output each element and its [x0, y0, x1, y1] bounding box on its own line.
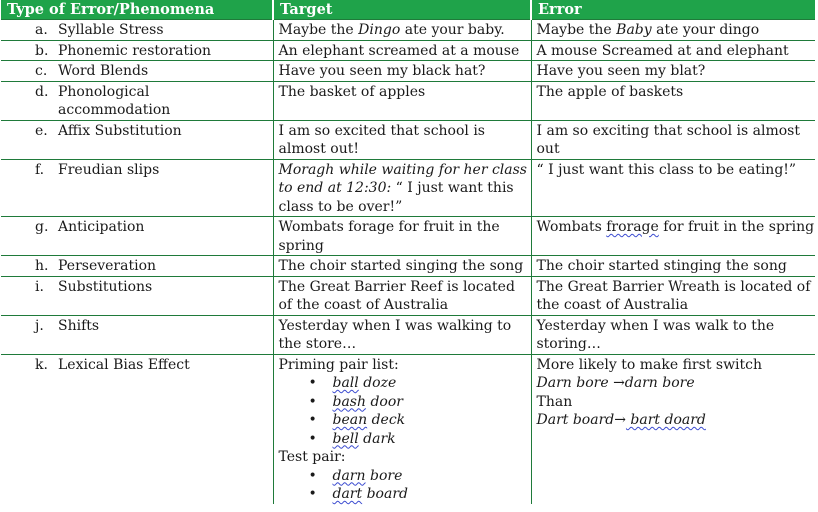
error-cell: Have you seen my blat?	[531, 61, 815, 82]
row-type: Lexical Bias Effect	[58, 356, 190, 373]
row-letter: k.	[35, 356, 48, 373]
list-item: • bean deck	[279, 411, 531, 430]
table-row	[1, 315, 815, 354]
error-cell: “ I just want this class to be eating!”	[531, 159, 815, 217]
table-row	[1, 159, 815, 217]
error-cell: Wombats frorage for fruit in the spring	[531, 217, 815, 256]
error-cell: More likely to make first switch Darn bore →darn bore Than Dart board→ bart doard	[531, 354, 815, 504]
error-cell: Yesterday when I was walk to the storing…	[531, 315, 815, 354]
row-type: Freudian slips	[58, 161, 160, 178]
row-letter: g.	[35, 219, 49, 235]
row-type: Shifts	[58, 317, 100, 334]
error-types-table	[1, 0, 815, 504]
error-cell: Maybe the Baby ate your dingo	[531, 20, 815, 41]
row-letter: i.	[35, 278, 44, 295]
target-cell: Yesterday when I was walking to the store…	[273, 315, 531, 354]
header-row	[1, 0, 815, 20]
table-row	[1, 120, 815, 159]
list-item: • darn bore	[279, 467, 531, 486]
error-cell: A mouse Screamed at and elephant	[531, 40, 815, 61]
table-row	[1, 354, 815, 504]
row-letter: a.	[35, 22, 48, 38]
list-item: • ball doze	[279, 374, 531, 393]
target-cell: Wombats forage for fruit in the spring	[273, 217, 531, 256]
table-row	[1, 81, 815, 120]
header-type: Type of Error/Phenomena	[1, 0, 273, 20]
priming-label: Priming pair list:	[278, 356, 399, 373]
error-cell: I am so exciting that school is almost out	[531, 120, 815, 159]
list-item: • bash door	[279, 393, 531, 412]
error-cell: The choir started stinging the song	[531, 256, 815, 277]
target-cell: The basket of apples	[273, 81, 531, 120]
row-type: Phonological accommodation	[58, 83, 171, 118]
header-error: Error	[531, 0, 815, 20]
target-cell	[273, 354, 531, 504]
table-row	[1, 40, 815, 61]
row-type: Word Blends	[58, 63, 149, 79]
priming-list	[279, 374, 531, 448]
row-type: Syllable Stress	[58, 22, 164, 38]
list-item: • dart board	[279, 485, 531, 504]
error-cell: The Great Barrier Wreath is located of the coast of Australia	[531, 276, 815, 315]
list-item: • bell dark	[279, 430, 531, 449]
target-cell: I am so excited that school is almost out!	[273, 120, 531, 159]
target-cell: An elephant screamed at a mouse	[273, 40, 531, 61]
target-cell: The choir started singing the song	[273, 256, 531, 277]
target-cell: Have you seen my black hat?	[273, 61, 531, 82]
row-letter: d.	[35, 83, 49, 100]
table-row	[1, 276, 815, 315]
table-row	[1, 61, 815, 82]
target-cell: The Great Barrier Reef is located of the coast of Australia	[273, 276, 531, 315]
table-row	[1, 217, 815, 256]
row-letter: h.	[35, 258, 49, 274]
error-cell: The apple of baskets	[531, 81, 815, 120]
target-cell: Moragh while waiting for her class to end at 12:30: “ I just want this class to be over!”	[273, 159, 531, 217]
row-type: Anticipation	[58, 219, 145, 235]
row-letter: j.	[35, 317, 44, 334]
row-letter: c.	[35, 63, 48, 79]
header-target: Target	[273, 0, 531, 20]
row-type: Substitutions	[58, 278, 153, 295]
row-type: Phonemic restoration	[58, 42, 212, 59]
target-cell: Maybe the Dingo ate your baby.	[273, 20, 531, 41]
row-letter: e.	[35, 122, 48, 139]
row-type: Perseveration	[58, 258, 157, 274]
row-letter: f.	[35, 161, 45, 178]
row-letter: b.	[35, 42, 49, 59]
test-label: Test pair:	[278, 449, 346, 465]
row-type: Affix Substitution	[58, 122, 182, 139]
table-row	[1, 20, 815, 41]
test-list	[279, 467, 531, 504]
right-arrow-icon: →	[614, 412, 626, 428]
right-arrow-icon: →	[613, 375, 625, 391]
table-row	[1, 256, 815, 277]
